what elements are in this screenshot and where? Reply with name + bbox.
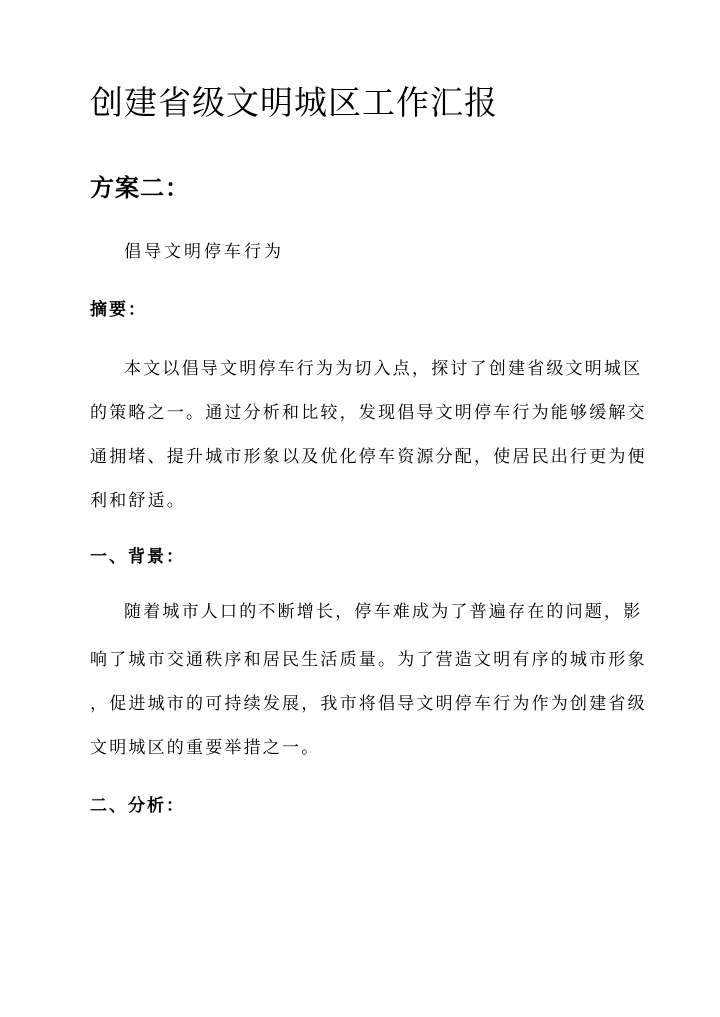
background-line: 文明城区的重要举措之一。: [90, 738, 321, 758]
plan-label: 方案二：: [90, 173, 190, 202]
abstract-line: 的策略之一。通过分析和比较，发现倡导文明停车行为能够缓解交: [90, 403, 647, 423]
plan-subtitle: 倡导文明停车行为: [124, 242, 284, 262]
analysis-heading: 二、分析：: [90, 796, 185, 816]
background-line: 响了城市交通秩序和居民生活质量。为了营造文明有序的城市形象: [90, 650, 647, 670]
abstract-line: 本文以倡导文明停车行为为切入点，探讨了创建省级文明城区: [124, 359, 643, 379]
background-line: ，促进城市的可持续发展，我市将倡导文明停车行为作为创建省级: [90, 694, 647, 714]
background-heading: 一、背景：: [90, 547, 185, 567]
document-title: 创建省级文明城区工作汇报: [90, 83, 498, 122]
abstract-line: 通拥堵、提升城市形象以及优化停车资源分配，使居民出行更为便: [90, 447, 647, 467]
background-line: 随着城市人口的不断增长，停车难成为了普遍存在的问题，影: [124, 602, 643, 622]
abstract-line: 利和舒适。: [90, 491, 186, 511]
abstract-heading: 摘要：: [90, 300, 147, 320]
